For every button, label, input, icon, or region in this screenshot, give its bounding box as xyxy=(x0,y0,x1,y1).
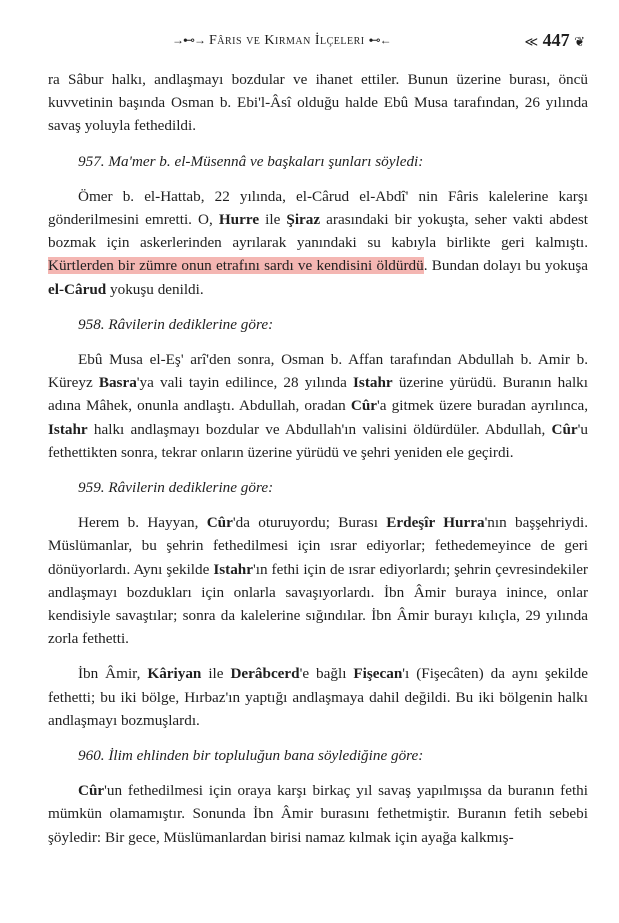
place-name: Istahr xyxy=(353,374,393,392)
highlighted-text[interactable]: Kürtlerden bir zümre onun etrafını sardı ve kendisini öldürdü xyxy=(48,257,424,275)
place-name: el-Cârud xyxy=(48,280,107,298)
text-run: 'da oturuyordu; Burası xyxy=(232,514,387,532)
text-run: 'a gitmek üzere buradan ayrılınca, xyxy=(377,397,588,415)
place-name: Kâriyan xyxy=(147,665,202,683)
text-run: 'un fethedilmesi için oraya karşı birkaç yıl savaş yapılmışsa da buranın fethi mümkün olamamıştır. Sonunda İbn Âmir burasını fethetmiştir. Buranın fetih sebebi şöyledir: Bir gece, Müslümanlardan birisi namaz kılmak için ayağa kalkmış- xyxy=(48,782,588,846)
text-run: 'ya vali tayin edilince, 28 yılında xyxy=(136,374,354,392)
section-957-paragraph xyxy=(48,185,588,301)
place-name: Cûr xyxy=(350,397,378,415)
text-run: halkı andlaşmayı bozdular ve Abdullah'ın valisini öldürdüler. Abdullah, xyxy=(87,420,552,438)
page-body xyxy=(48,68,588,861)
section-959-heading: 959. Râvilerin dediklerine göre: xyxy=(78,479,274,497)
text-run: 'e bağlı xyxy=(299,665,354,683)
text-run: Ebû Musa el-Eş' arî'den sonra, Osman b. Affan tarafından Abdullah b. Amir b. Küreyz xyxy=(48,351,588,392)
text-run: Herem b. Hayyan, xyxy=(78,514,207,532)
place-name: Hurre xyxy=(218,211,260,229)
text-run: yokuşu denildi. xyxy=(106,280,204,298)
text-run: ile xyxy=(201,665,231,683)
place-name: Istahr xyxy=(48,420,88,438)
text-run: 'u fethettikten sonra, tekrar onların üzerine yürüdü ve şehri yeniden ele geçirdi. xyxy=(48,420,588,461)
place-name: Istahr xyxy=(213,560,253,578)
folio-ornament-left-icon: ≪ xyxy=(524,34,539,49)
section-958-paragraph xyxy=(48,348,588,464)
place-name: Cûr xyxy=(551,420,578,438)
text-run: 'nın başşehriydi. Müslümanlar, bu şehrin fethedilmesi için ısrar ediyorlar; fethedemeyince de geri dönüyorlardı. Aynı şekilde xyxy=(48,514,588,578)
page-header xyxy=(0,30,619,58)
place-name: Derâbcerd xyxy=(230,665,300,683)
opening-paragraph: ra Sâbur halkı, andlaşmayı bozdular ve ihanet ettiler. Bunun üzerine burası, öncü kuvvetinin başında Osman b. Ebi'l-Âsî olduğu halde Ebû Musa tarafından, 26 yılında savaş yoluyla fethedildi. xyxy=(48,71,588,135)
section-959-paragraph-1 xyxy=(48,511,588,650)
place-name: Erdeşîr Hurra xyxy=(386,514,485,532)
section-957-heading: 957. Ma'mer b. el-Müsennâ ve başkaları şunları söyledi: xyxy=(78,152,424,170)
place-name: Cûr xyxy=(78,782,105,800)
place-name: Cûr xyxy=(206,514,233,532)
running-title: Fâris ve Kirman İlçeleri xyxy=(209,33,365,48)
ornament-right-icon: ⊷← xyxy=(368,33,391,47)
text-run: 'ı (Fişecâten) da aynı şekilde fethetti; bu iki bölge, Hırbaz'ın yaptığı andlaşmaya dahil değildi. Bu iki bölgenin halkı andlaşmayı bozmuşlardı. xyxy=(48,665,588,729)
ornament-left-icon: →⊷→ xyxy=(172,33,205,47)
section-958-heading: 958. Râvilerin dediklerine göre: xyxy=(78,315,274,333)
text-run: İbn Âmir, xyxy=(78,665,148,683)
place-name: Şiraz xyxy=(286,211,321,229)
page-number: 447 xyxy=(542,30,570,50)
text-run: . Bundan dolayı bu yokuşa xyxy=(423,257,589,275)
text-run: üzerine yürüdü. Buranın halkı adına Mâhek, onunla andlaştı. Abdullah, oradan xyxy=(48,374,589,415)
folio xyxy=(524,30,585,51)
folio-ornament-right-icon: ❦ xyxy=(574,34,585,49)
section-960-paragraph xyxy=(48,779,588,849)
text-run: ile xyxy=(259,211,287,229)
text-run: Ömer b. el-Hattab, 22 yılında, el-Cârud el-Abdî' nin Fâris kalelerine karşı gönderilmesini emretti. O, xyxy=(48,187,588,229)
section-959-paragraph-2 xyxy=(48,662,588,732)
section-960-heading: 960. İlim ehlinden bir topluluğun bana söylediğine göre: xyxy=(78,747,424,765)
place-name: Fişecan xyxy=(353,665,403,683)
text-run: 'ın fethi için de ısrar ediyorlardı; şehrin çevresindekiler andlaşmayı bozdukları için onlarla savaşıyorlardı. İbn Âmir buraya inince, onlar kendisiyle savaştılar; sonra da kalelerine sığındılar. İbn Âmir burayı kılıçla, 29 yılında zorla fethetti. xyxy=(48,560,588,648)
place-name: Basra xyxy=(98,374,137,392)
running-head xyxy=(172,33,391,49)
text-run: arasındaki bir yokuşta, seher vakti abdest bozmak için askerlerinden ayrılarak yanındaki su kabıyla birlikte geri kalmıştı. xyxy=(48,211,588,252)
